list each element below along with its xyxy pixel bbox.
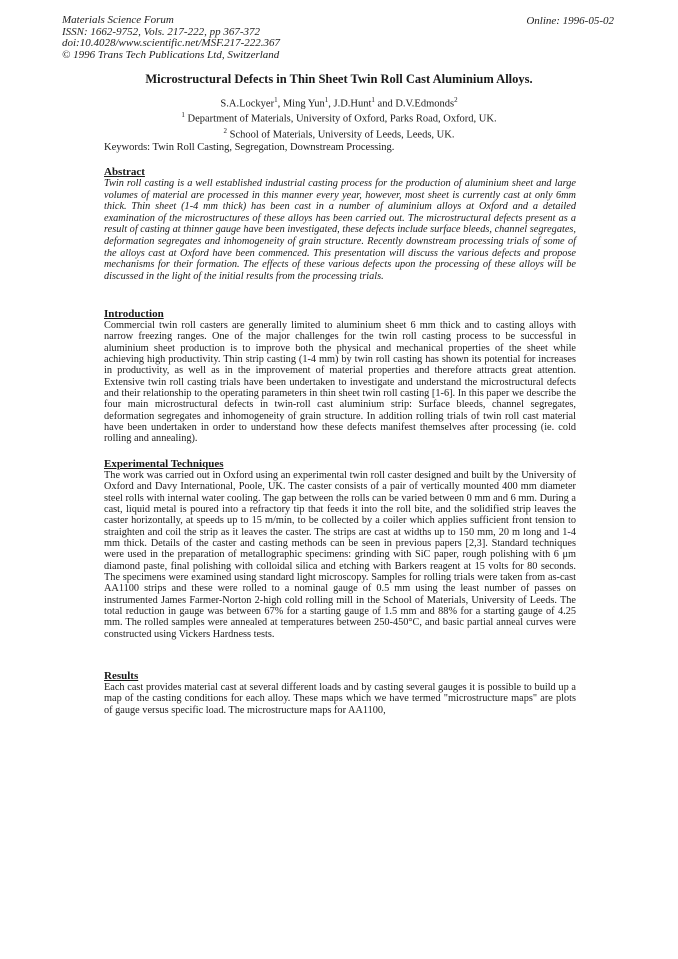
results-text: Each cast provides material cast at several different loads and by casting several gauges it is possible to build up a map of the casting conditions for each alloy. These maps which we have termed "microstructure maps" are plots of gauge versus specific load. The microstructure maps for AA1100,	[104, 682, 576, 716]
author-name: Ming Yun	[282, 98, 325, 110]
author-separator: ,	[277, 98, 283, 110]
results-section	[104, 671, 576, 716]
online-date: Online: 1996-05-02	[526, 15, 614, 27]
author-affiliation-mark: 1	[274, 96, 278, 104]
author-name: S.A.Lockyer	[220, 98, 275, 110]
affiliation-text: School of Materials, University of Leeds, Leeds, UK.	[227, 129, 455, 141]
copyright-line: © 1996 Trans Tech Publications Ltd, Switzerland	[62, 48, 280, 61]
experimental-text: The work was carried out in Oxford using an experimental twin roll caster designed and built by the University of Oxford and Davy International, Poole, UK. The caster consists of a pair of vertically mounted 400 mm diameter steel rolls with internal water cooling. The gap between the rolls can be varied between 0 mm and 6 mm. During a cast, liquid metal is poured into a refractory tip that feeds it into the roll bite, and the solidified strip leaves the caster horizontally, at speeds up to 15 m/min, to be collected by a coiler which applies sufficient front tension to straighten and coil the strip as it leaves the caster. The strips are cast at widths up to 150 mm, 20 m long and 1-4 mm thick. Details of the caster and casting methods can be seen in previous papers [2,3]. Standard techniques were used in the preparation of metallographic specimens: grinding with SiC paper, rough polishing with 6 μm diamond paste, final polishing with colloidal silica and etching with Barkers reagent at 15 volts for 80 seconds. The specimens were examined using standard light microscopy. Samples for rolling trials were taken from as-cast AA1100 strips and these were rolled to a nominal gauge of 0.5 mm using the least number of passes on instrumented James Farmer-Norton 2-high cold rolling mill in the School of Materials, University of Leeds. The total reduction in gauge was between 67% for a starting gauge of 1.5 mm and 88% for a starting gauge of 4.25 mm. The rolled samples were annealed at temperatures between 250-450°C, and basic partial anneal curves were constructed using Vickers Hardness tests.	[104, 470, 576, 640]
affiliation-text: Department of Materials, University of Oxford, Parks Road, Oxford, UK.	[184, 113, 497, 125]
affiliation-leeds	[0, 126, 678, 141]
experimental-section	[104, 459, 576, 640]
doi-line: doi:10.4028/www.scientific.net/MSF.217-222.367	[62, 37, 281, 49]
results-heading: Results	[104, 670, 139, 682]
abstract-text: Twin roll casting is a well established industrial casting process for the production of aluminium sheet and large volumes of material are processed in this manner every year, however, most sheet is currently cast at only 6mm thick. Thin sheet (1-4 mm thick) has been cast in a number of aluminium alloys at Oxford and a detailed examination of the microstructures of these alloys has been carried out. The microstructural defects present as a result of casting at thinner gauge have been investigated, these defects include surface bleeds, channel segregates, deformation segregates and inhomogeneity of grain structure. Recently downstream processing trials of some of the alloys cast at Oxford have been commenced. This presentation will discuss the various defects and propose mechanisms for their formation. The effects of these various defects upon the processing of these alloys will be discussed in the light of the initial results from the processing trials.	[104, 178, 576, 282]
author-affiliation-mark: 1	[324, 96, 329, 104]
affiliation-mark: 1	[181, 111, 185, 120]
author-name: D.V.Edmonds	[395, 98, 455, 110]
author-block	[0, 95, 678, 141]
introduction-section	[104, 309, 576, 445]
journal-name: Materials Science Forum	[62, 14, 174, 26]
publication-info	[62, 15, 280, 61]
introduction-heading: Introduction	[104, 308, 164, 320]
affiliation-oxford	[0, 110, 678, 125]
abstract-section	[104, 167, 576, 282]
author-conjunction: and	[374, 98, 396, 110]
introduction-text: Commercial twin roll casters are generally limited to aluminium sheet 6 mm thick and to casting alloys with narrow freezing ranges. One of the major challenges for the twin roll casting process to be successful in aluminium sheet production is to improve both the physical and mechanical properties of the sheet while achieving high productivity. Thin strip casting (1-4 mm) by twin roll casting has shown its potential for increases in productivity, as well as in the improvement of material properties and therefore attracts great attention. Extensive twin roll casting trials have been undertaken to investigate and understand the microstructural defects and their relationship to the operating parameters in thin sheet twin roll casting [1-6]. In this paper we describe the four main microstructural defects in twin-roll cast aluminium strip: Surface bleeds, channel segregates, deformation segregates and inhomogeneity of grain structure. In addition rolling trials of twin roll cast material have been undertaken in order to understand how these defects manifest themselves after processing (ie. cold rolling and annealing).	[104, 320, 576, 445]
issn-line: ISSN: 1662-9752, Vols. 217-222, pp 367-372	[62, 25, 260, 38]
author-affiliation-mark: 1	[371, 96, 375, 104]
keywords-line: Keywords: Twin Roll Casting, Segregation, Downstream Processing.	[104, 142, 395, 153]
abstract-heading: Abstract	[104, 166, 145, 178]
experimental-heading: Experimental Techniques	[104, 458, 224, 470]
author-list	[0, 95, 678, 110]
author-name: J.D.Hunt	[333, 98, 372, 110]
author-affiliation-mark: 2	[454, 96, 458, 104]
paper-title: Microstructural Defects in Thin Sheet Twin Roll Cast Aluminium Alloys.	[145, 72, 533, 86]
author-separator: ,	[328, 98, 334, 110]
affiliation-mark: 2	[223, 126, 228, 135]
